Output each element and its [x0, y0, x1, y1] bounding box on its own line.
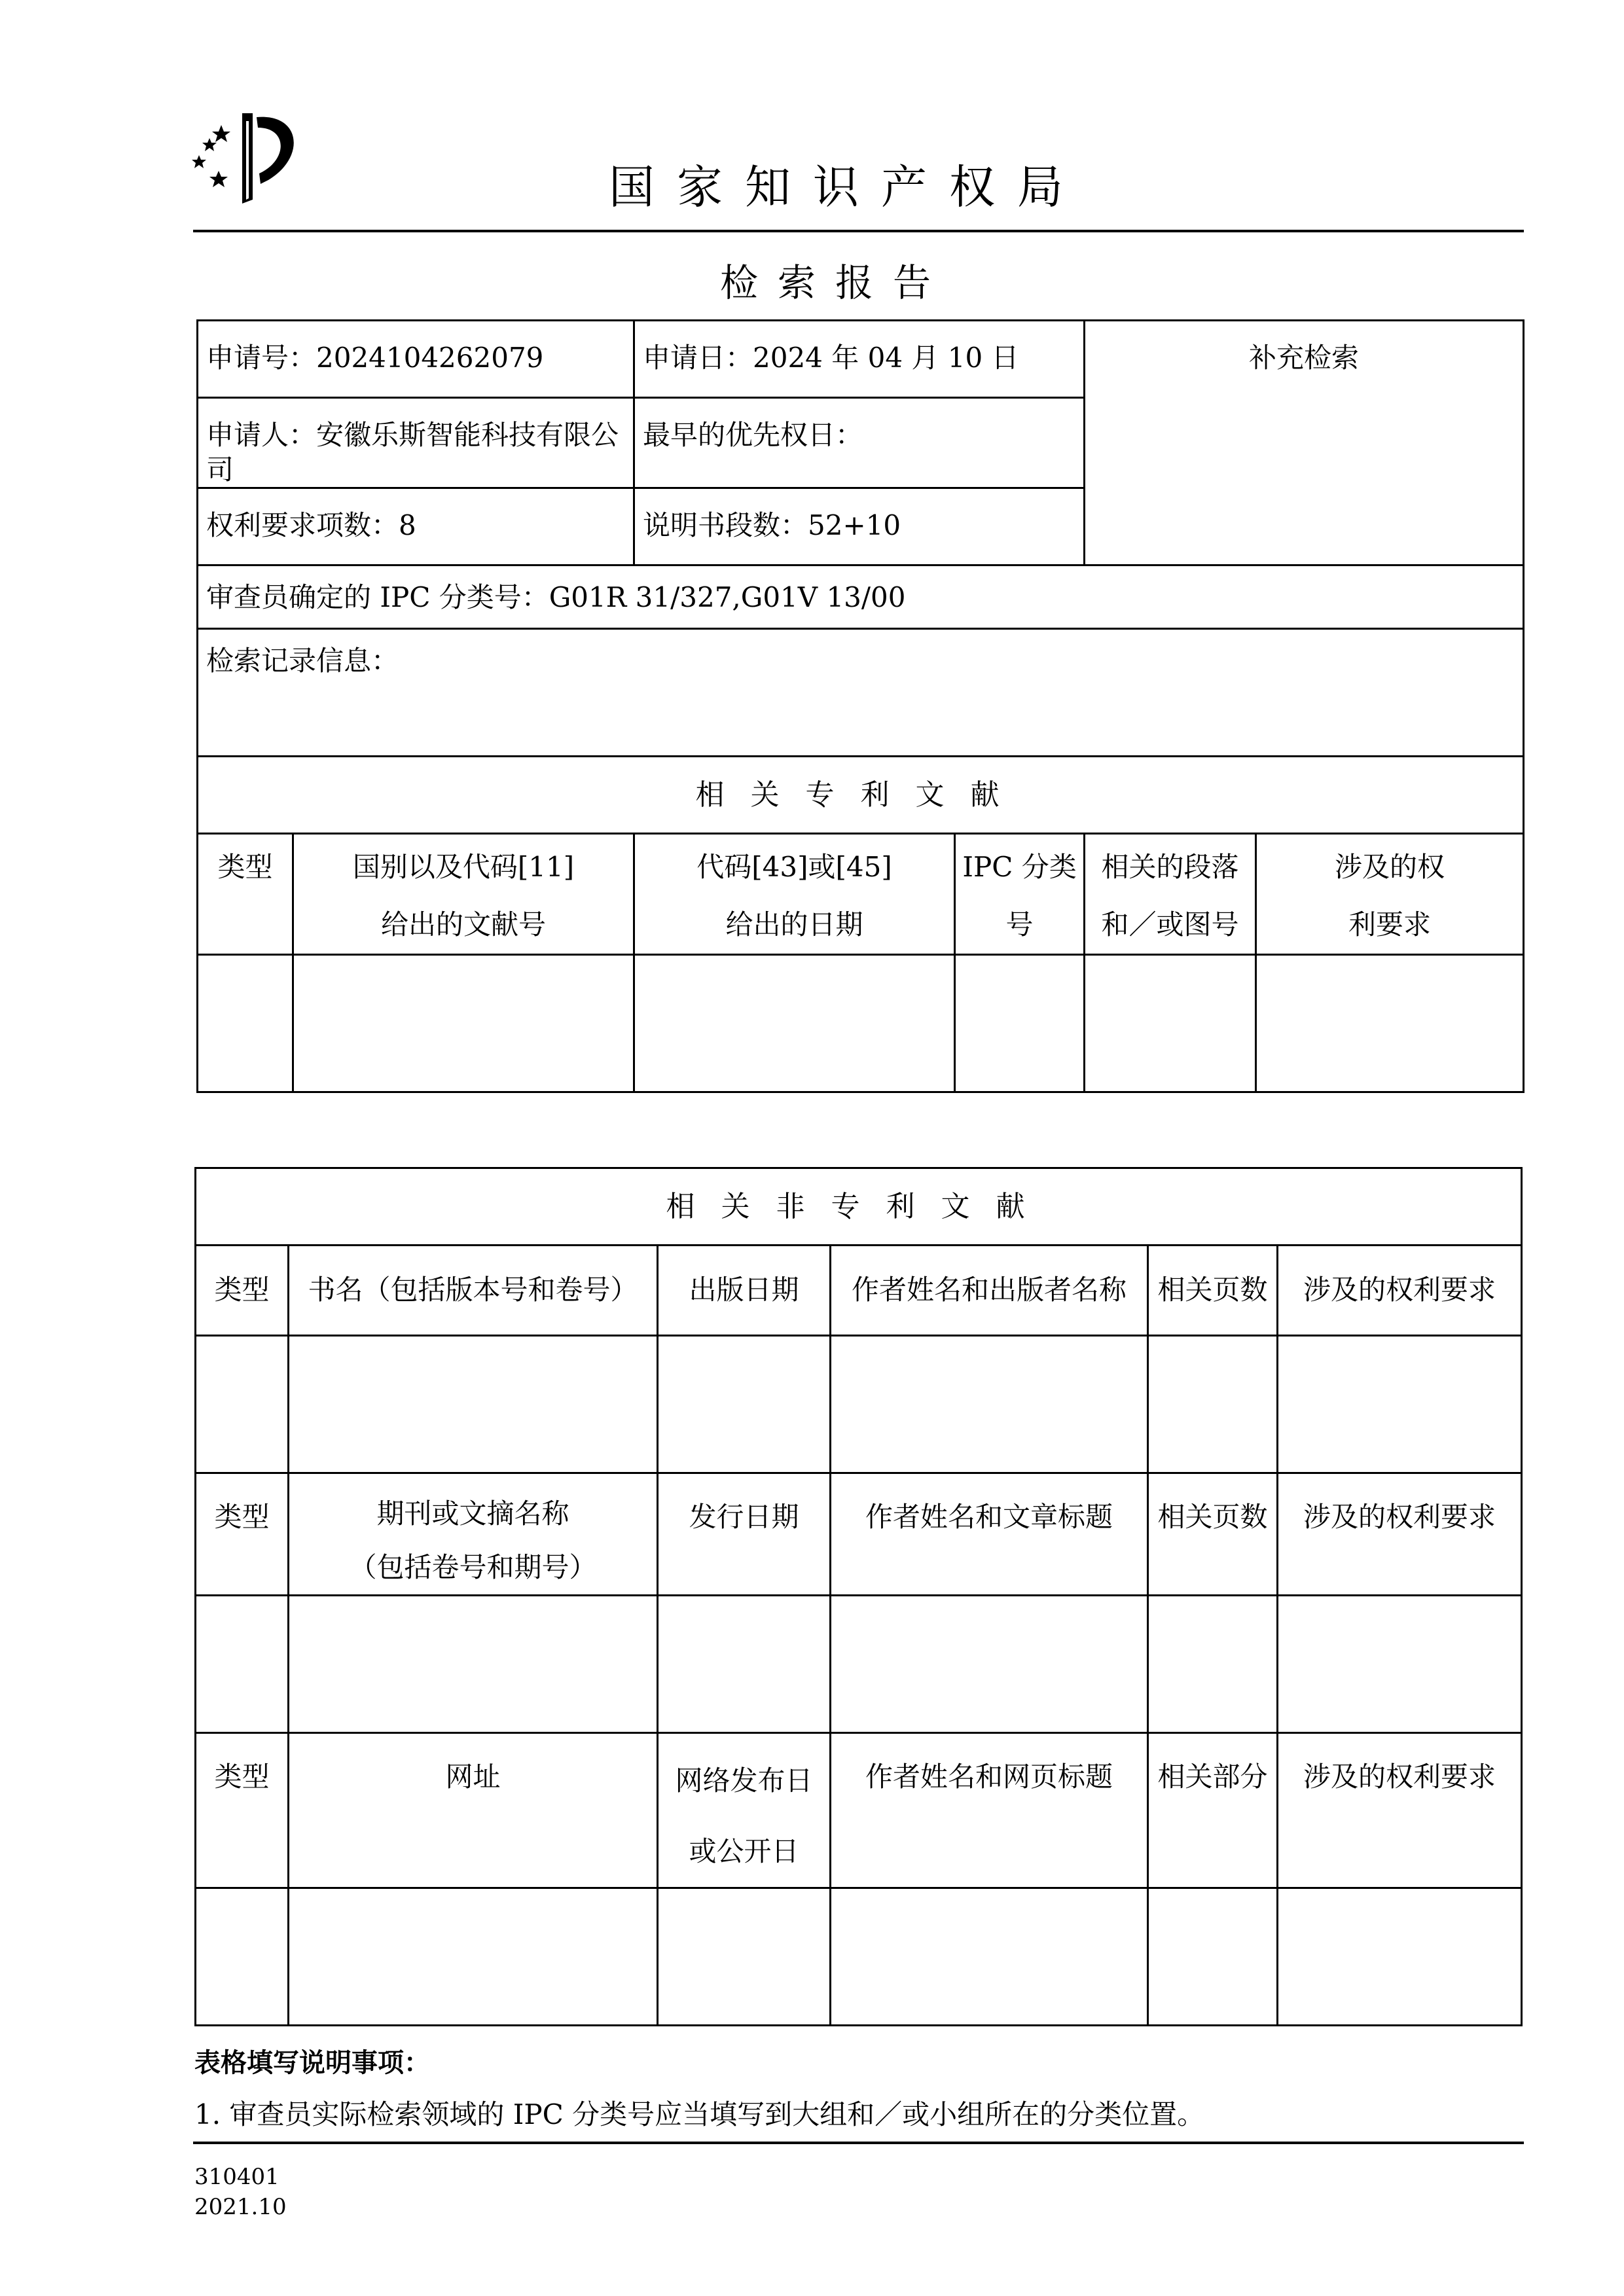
star-icon: [202, 138, 217, 151]
search-record: 检索记录信息：: [198, 629, 1524, 757]
notes-heading: 表格填写说明事项：: [194, 2048, 430, 2078]
web-empty-cell: [831, 1888, 1148, 2026]
patent-empty-cell: [198, 955, 293, 1092]
journals-empty-cell: [831, 1596, 1148, 1733]
patent-empty-cell: [1085, 955, 1256, 1092]
web-header-section: 相关部分: [1148, 1733, 1278, 1888]
search-type: 补充检索: [1085, 321, 1524, 565]
books-header-author: 作者姓名和出版者名称: [831, 1246, 1148, 1336]
journals-empty-cell: [1278, 1596, 1522, 1733]
web-empty-cell: [196, 1888, 289, 2026]
books-empty-cell: [1148, 1336, 1278, 1473]
books-header-type: 类型: [196, 1246, 289, 1336]
patent-header-country-code: 国别以及代码[11] 给出的文献号: [293, 834, 634, 955]
claims-count: 权利要求项数：8: [198, 488, 634, 565]
notes-item: 1. 审查员实际检索领域的 IPC 分类号应当填写到大组和／或小组所在的分类位置。: [194, 2098, 1205, 2130]
application-date: 申请日：2024 年 04 月 10 日: [634, 321, 1085, 398]
report-title: 检索报告: [720, 260, 951, 305]
ipc-classification: 审查员确定的 IPC 分类号：G01R 31/327,G01V 13/00: [198, 565, 1524, 629]
books-header-claims: 涉及的权利要求: [1278, 1246, 1522, 1336]
patent-header-type: 类型: [198, 834, 293, 955]
books-empty-cell: [1278, 1336, 1522, 1473]
non-patent-docs-title: 相关非专利文献: [196, 1168, 1522, 1246]
header-rule: [193, 230, 1524, 232]
star-icon: [212, 125, 230, 142]
patent-header-claims: 涉及的权 利要求: [1256, 834, 1524, 955]
journals-header-author: 作者姓名和文章标题: [831, 1473, 1148, 1596]
books-empty-cell: [196, 1336, 289, 1473]
journals-empty-cell: [196, 1596, 289, 1733]
web-header-claims: 涉及的权利要求: [1278, 1733, 1522, 1888]
web-empty-cell: [289, 1888, 658, 2026]
books-header-pages: 相关页数: [1148, 1246, 1278, 1336]
web-header-author: 作者姓名和网页标题: [831, 1733, 1148, 1888]
patent-docs-title: 相关专利文献: [198, 757, 1524, 834]
journals-empty-cell: [289, 1596, 658, 1733]
form-code: 310401: [194, 2164, 280, 2190]
organization-title: 国家知识产权局: [609, 160, 1085, 214]
footer-rule: [193, 2142, 1524, 2144]
books-empty-cell: [658, 1336, 831, 1473]
non-patent-docs-table: [194, 1167, 1523, 2026]
application-info-table: [196, 319, 1525, 1093]
journals-header-date: 发行日期: [658, 1473, 831, 1596]
patent-header-date-code: 代码[43]或[45] 给出的日期: [634, 834, 955, 955]
star-icon: [209, 171, 228, 187]
books-header-title: 书名（包括版本号和卷号）: [289, 1246, 658, 1336]
books-empty-cell: [289, 1336, 658, 1473]
web-empty-cell: [658, 1888, 831, 2026]
patent-empty-cell: [293, 955, 634, 1092]
journals-header-pages: 相关页数: [1148, 1473, 1278, 1596]
cnipa-logo: [190, 108, 321, 206]
journals-empty-cell: [658, 1596, 831, 1733]
web-header-date: 网络发布日 或公开日: [658, 1733, 831, 1888]
applicant: 申请人：安徽乐斯智能科技有限公司: [198, 398, 634, 488]
patent-empty-cell: [1256, 955, 1524, 1092]
web-empty-cell: [1278, 1888, 1522, 2026]
patent-header-ipc: IPC 分类号: [955, 834, 1085, 955]
books-empty-cell: [831, 1336, 1148, 1473]
web-header-type: 类型: [196, 1733, 289, 1888]
form-date: 2021.10: [194, 2194, 287, 2220]
journals-header-claims: 涉及的权利要求: [1278, 1473, 1522, 1596]
web-header-url: 网址: [289, 1733, 658, 1888]
journals-header-name: 期刊或文摘名称 （包括卷号和期号）: [289, 1473, 658, 1596]
web-empty-cell: [1148, 1888, 1278, 2026]
priority-date: 最早的优先权日：: [634, 398, 1085, 488]
star-icon: [192, 155, 206, 168]
books-header-date: 出版日期: [658, 1246, 831, 1336]
journals-empty-cell: [1148, 1596, 1278, 1733]
application-number: 申请号：2024104262079: [198, 321, 634, 398]
patent-header-paragraphs: 相关的段落 和／或图号: [1085, 834, 1256, 955]
patent-empty-cell: [634, 955, 955, 1092]
patent-empty-cell: [955, 955, 1085, 1092]
journals-header-type: 类型: [196, 1473, 289, 1596]
description-paragraphs: 说明书段数：52+10: [634, 488, 1085, 565]
